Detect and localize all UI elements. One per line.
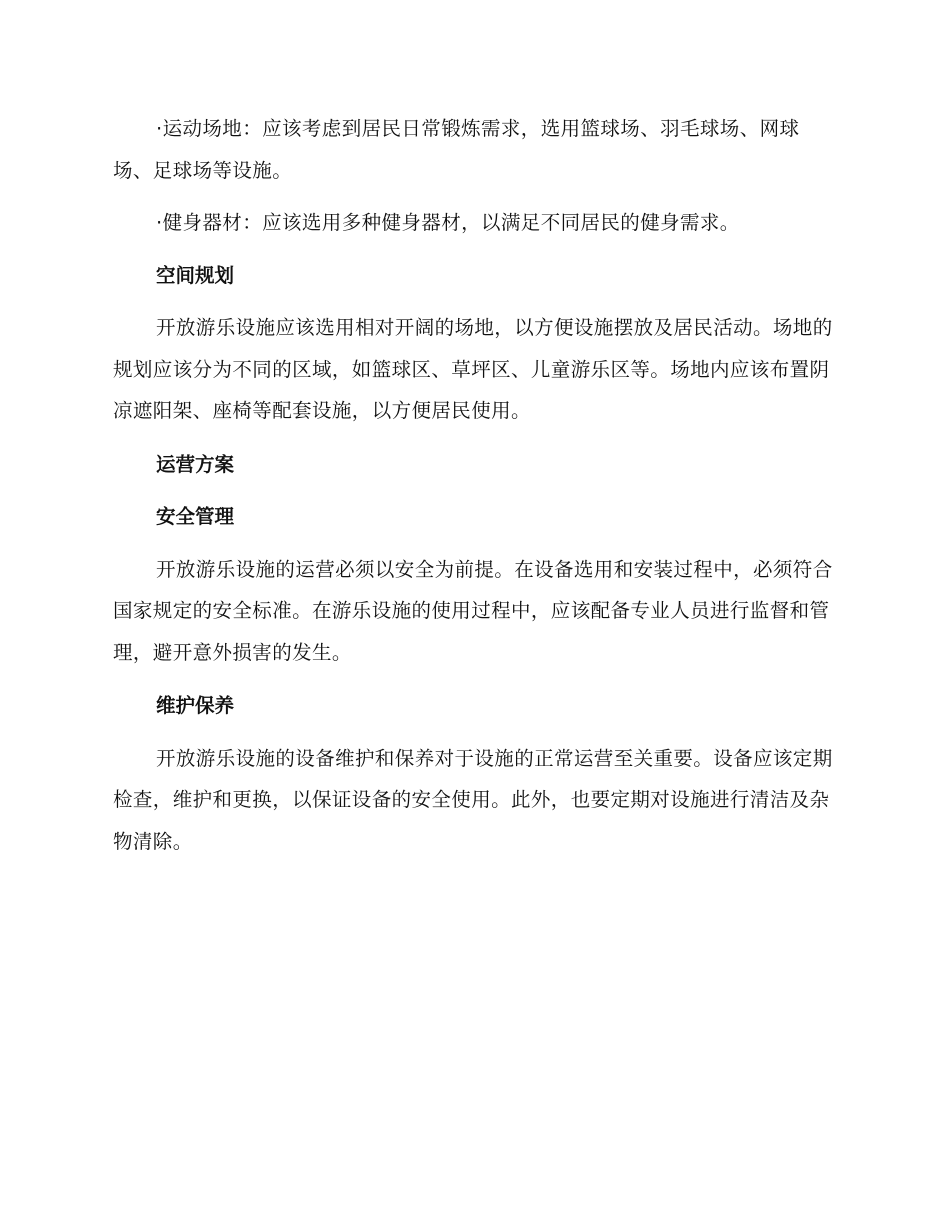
paragraph-maintenance: 开放游乐设施的设备维护和保养对于设施的正常运营至关重要。设备应该定期检查，维护和更换，以保证设备的安全使用。此外，也要定期对设施进行清洁及杂物清除。 [113, 746, 833, 853]
section-heading-space-planning: 空间规划 [156, 263, 235, 287]
section-heading-maintenance: 维护保养 [156, 694, 235, 717]
bullet-item-fitness-equipment [113, 202, 833, 244]
section-heading-safety-management: 安全管理 [156, 505, 235, 528]
bullet-item-sports-field [113, 108, 833, 191]
bullet-text: 运动场地：应该考虑到居民日常锻炼需求，选用篮球场、羽毛球场、网球场、足球场等设施。 [113, 117, 800, 182]
bullet-mark: · [156, 211, 163, 234]
document-body [113, 108, 833, 862]
bullet-mark: · [156, 117, 163, 140]
paragraph-safety-management: 开放游乐设施的运营必须以安全为前提。在设备选用和安装过程中，必须符合国家规定的安全标准。在游乐设施的使用过程中，应该配备专业人员进行监督和管理，避开意外损害的发生。 [113, 557, 833, 664]
bullet-text: 健身器材：应该选用多种健身器材，以满足不同居民的健身需求。 [162, 211, 740, 234]
paragraph-space-planning: 开放游乐设施应该选用相对开阔的场地，以方便设施摆放及居民活动。场地的规划应该分为不同的区域，如篮球区、草坪区、儿童游乐区等。场地内应该布置阴凉遮阳架、座椅等配套设施，以方便居民使用。 [113, 316, 833, 422]
section-heading-operation-plan: 运营方案 [156, 452, 235, 476]
